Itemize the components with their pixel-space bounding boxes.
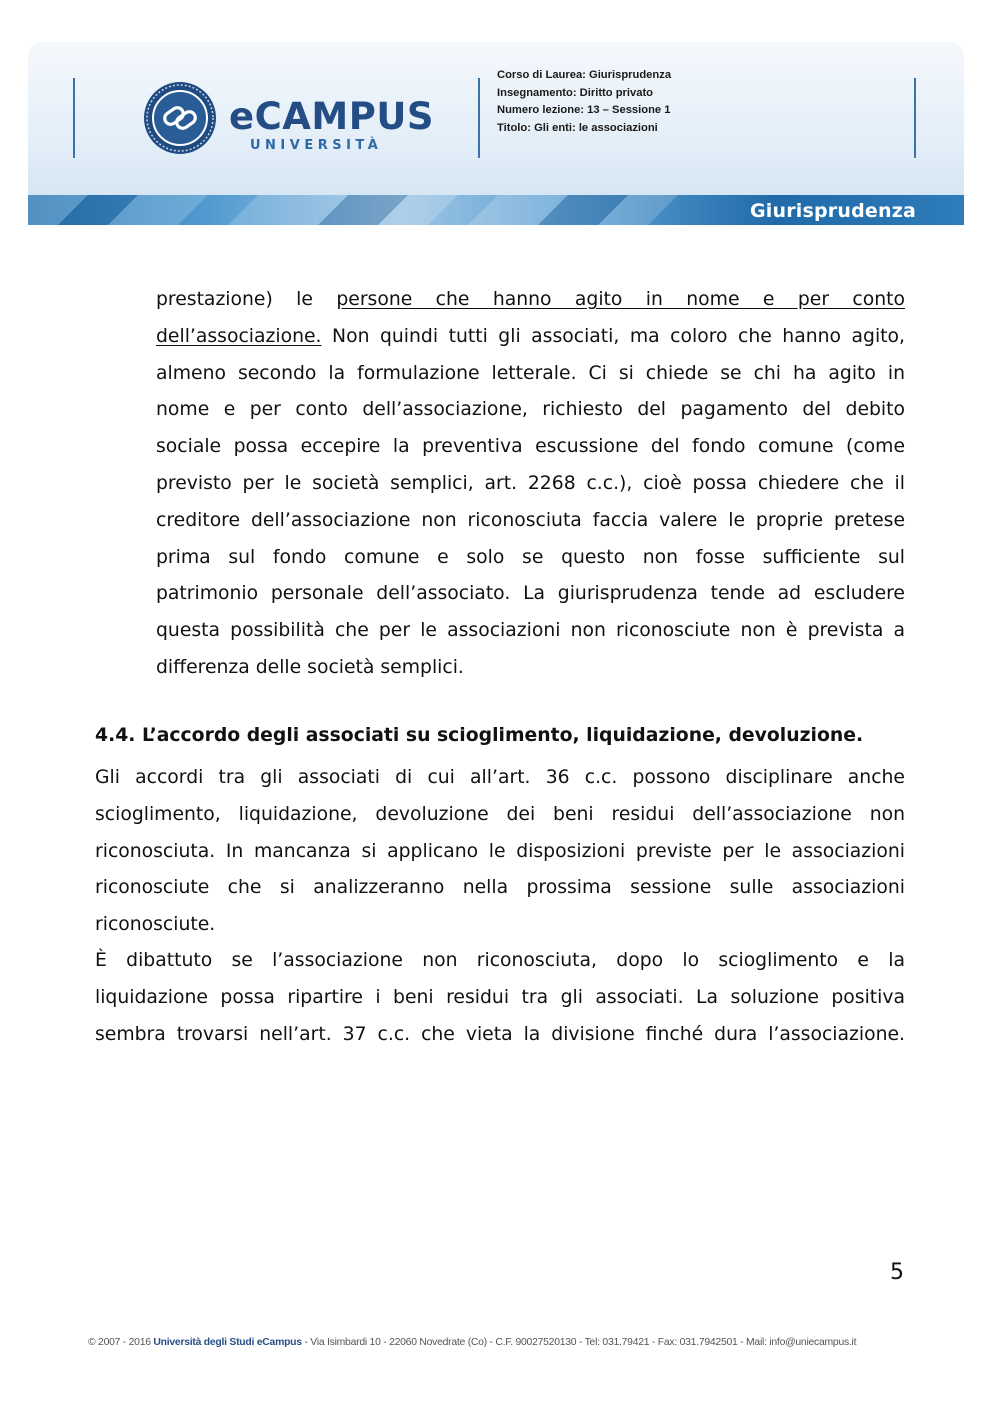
text-line: prima sul fondo comune e solo se questo non fosse sufficiente sul	[156, 546, 905, 568]
text-line: previsto per le società semplici, art. 2268 c.c.), cioè possa chiedere che il	[156, 472, 905, 494]
footer-details: - Via Isimbardi 10 - 22060 Novedrate (Co) - C.F. 90027520130 - Tel: 031.79421 - Fax: 031.7942501 - Mail: info@uniecampus.it	[301, 1337, 857, 1348]
text-line: prestazione) le persone che hanno agito in nome e per conto	[156, 289, 905, 310]
paragraph-continuation	[156, 282, 905, 687]
header-divider-left	[73, 78, 75, 158]
course-title: Titolo: Gli enti: le associazioni	[497, 121, 658, 134]
course-degree: Corso di Laurea: Giurisprudenza	[497, 69, 672, 81]
text-line: differenza delle società semplici.	[156, 656, 464, 678]
page-number: 5	[890, 1260, 904, 1285]
text-line: questa possibilità che per le associazioni non riconosciute non è prevista a	[156, 620, 905, 642]
paragraph-agreements	[95, 760, 905, 944]
section-heading: 4.4. L’accordo degli associati su scioglimento, liquidazione, devoluzione.	[95, 725, 864, 746]
footer-copyright: © 2007 - 2016	[88, 1337, 154, 1348]
text-line: È dibattuto se l’associazione non riconosciuta, dopo lo scioglimento e la	[95, 950, 905, 971]
text-line: nome e per conto dell’associazione, richiesto del pagamento del debito	[156, 399, 905, 421]
section-label: Giurisprudenza	[749, 200, 916, 222]
underlined-text: dell’associazione.	[156, 325, 322, 347]
text-line: patrimonio personale dell’associato. La giurisprudenza tende ad escludere	[156, 583, 905, 605]
header-divider-middle	[478, 78, 480, 158]
text-line: creditore dell’associazione non riconosciuta faccia valere le proprie pretese	[156, 509, 905, 531]
text-line: scioglimento, liquidazione, devoluzione dei beni residui dell’associazione non	[95, 803, 905, 825]
text-line: riconosciute.	[95, 914, 216, 936]
text-line: liquidazione possa ripartire i beni residui tra gli associati. La soluzione positiva	[95, 986, 905, 1008]
text-line: riconosciuta. In mancanza si applicano le disposizioni previste per le associazioni	[95, 840, 905, 862]
course-lesson-number: Numero lezione: 13 – Sessione 1	[497, 104, 671, 116]
logo-wordmark: eCAMPUS	[229, 95, 435, 138]
course-subject: Insegnamento: Diritto privato	[497, 86, 654, 99]
text-line: riconosciute che si analizzeranno nella prossima sessione sulle associazioni	[95, 877, 905, 899]
course-info	[497, 67, 671, 137]
text-line: dell’associazione. Non quindi tutti gli associati, ma coloro che hanno agito,	[156, 325, 905, 347]
text-line: sembra trovarsi nell’art. 37 c.c. che vieta la divisione finché dura l’associazione.	[95, 1023, 905, 1045]
paragraph-debate	[95, 943, 905, 1053]
footer	[88, 1337, 908, 1348]
header-banner	[28, 42, 964, 225]
footer-university: Università degli Studi eCampus	[153, 1337, 302, 1348]
banner-strip	[28, 195, 964, 225]
logo-subtitle: UNIVERSITÀ	[250, 138, 383, 153]
header-divider-right	[914, 78, 916, 158]
text-line: sociale possa eccepire la preventiva escussione del fondo comune (come	[156, 436, 905, 458]
text-line: Gli accordi tra gli associati di cui all’art. 36 c.c. possono disciplinare anche	[95, 767, 905, 788]
ecampus-logo-badge-icon	[142, 80, 218, 156]
text-line: almeno secondo la formulazione letterale. Ci si chiede se chi ha agito in	[156, 362, 905, 384]
underlined-text: persone che hanno agito in nome e per conto	[336, 289, 905, 310]
